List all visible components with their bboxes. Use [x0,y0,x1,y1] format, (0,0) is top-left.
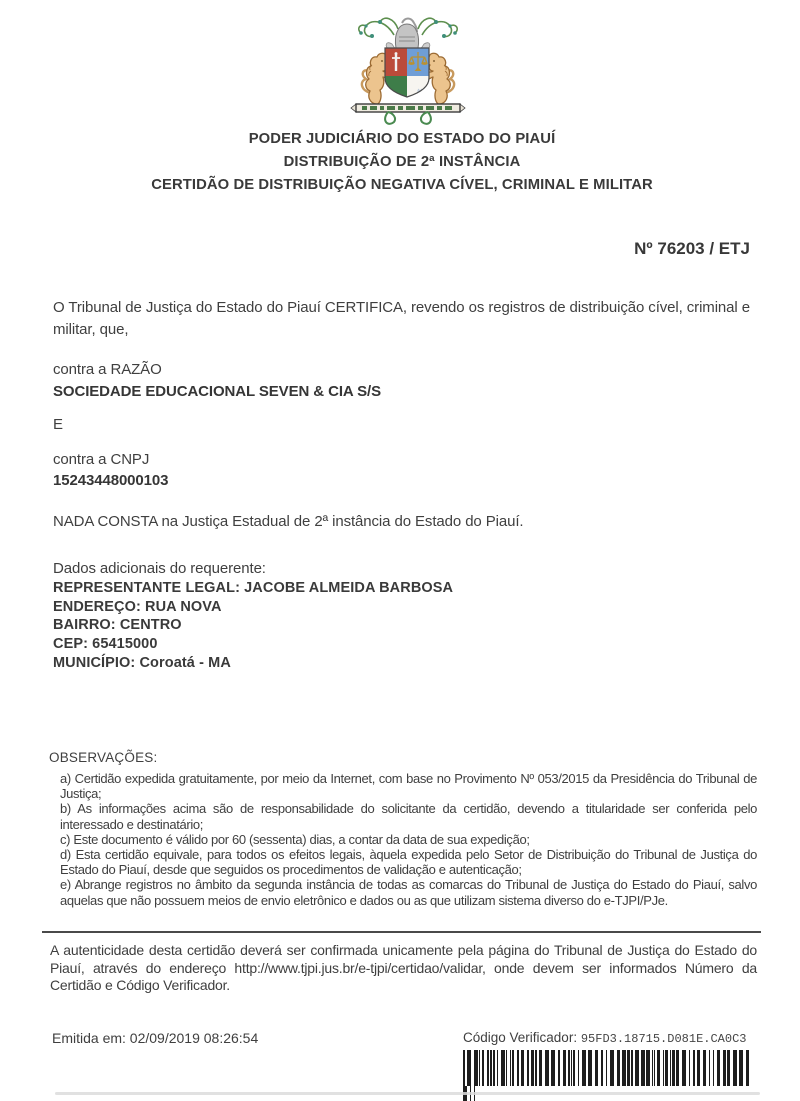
requester-address: ENDEREÇO: RUA NOVA [53,598,222,615]
shield [385,48,429,108]
observation-item-b: b) As informações acima são de responsabilidade do solicitante da certidão, devendo a titularidade ser conferida pelo interessado e destinatário; [60,801,757,832]
requester-details [53,579,453,673]
verifier-label: Código Verificador: [463,1030,578,1045]
motto-banner [351,104,465,124]
authenticity-note: A autenticidade desta certidão deverá ser confirmada unicamente pela página do Tribunal de Justiça do Estado do Piauí, através do endereço http://www.tjpi.jus.br/e-tjpi/certidao/validar, onde devem ser informados Número da Certidão e Código Verificador. [50,942,757,994]
issued-timestamp: Emitida em: 02/09/2019 08:26:54 [52,1030,259,1046]
requester-city: MUNICÍPIO: Coroatá - MA [53,654,231,671]
observation-item-d: d) Esta certidão equivale, para todos os efeitos legais, àquela expedida pelo Setor de Distribuição do Tribunal de Justiça do Estado do Piauí, desde que seguidos os procedimentos de validação e autenticação; [60,847,757,878]
conjunction: E [53,416,63,433]
requester-district: BAIRRO: CENTRO [53,617,182,634]
requester-representative: REPRESENTANTE LEGAL: JACOBE ALMEIDA BARBOSA [53,580,454,596]
observation-item-e: e) Abrange registros no âmbito da segunda instância de todas as comarcas do Tribunal de Justiça do Estado do Piauí, salvo aquelas que não possuem meios de envio eletrônico e dados ou as que utilizam sistema diverso do e-TJPI/PJe. [60,877,757,908]
title-line-certificate: CERTIDÃO DE DISTRIBUIÇÃO NEGATIVA CÍVEL, CRIMINAL E MILITAR [151,177,653,193]
title-line-judiciary: PODER JUDICIÁRIO DO ESTADO DO PIAUÍ [248,131,556,147]
requester-zip: CEP: 65415000 [53,636,158,653]
verifier-line [463,1030,746,1046]
divider-line [42,931,761,933]
observations-title: OBSERVAÇÕES: [49,750,158,765]
cnpj-number: 15243448000103 [53,472,169,489]
certificate-number: Nº 76203 / ETJ [634,239,750,258]
result-statement: NADA CONSTA na Justiça Estadual de 2ª instância do Estado do Piauí. [53,513,524,530]
company-name: SOCIEDADE EDUCACIONAL SEVEN & CIA S/S [53,383,382,400]
scan-artifact [55,1092,760,1095]
certificate-intro: O Tribunal de Justiça do Estado do Piauí CERTIFICA, revendo os registros de distribuição cível, criminal e militar, que, [53,299,750,338]
coat-of-arms-icon [336,13,480,127]
observation-item-c: c) Este documento é válido por 60 (sessenta) dias, a contar da data de sua expedição; [60,831,530,847]
title-line-distribution: DISTRIBUIÇÃO DE 2ª INSTÂNCIA [283,154,521,170]
requester-section-title: Dados adicionais do requerente: [53,560,266,577]
verifier-code: 95FD3.18715.D081E.CA0C3 [580,1032,747,1046]
observation-item-a: a) Certidão expedida gratuitamente, por meio da Internet, com base no Provimento Nº 053/2015 da Presidência do Tribunal de Justiça; [60,771,757,802]
document-title [0,128,800,197]
against-cnpj-label: contra a CNPJ [53,451,150,468]
observations-list [60,771,757,908]
against-name-label: contra a RAZÃO [53,361,162,378]
barcode [463,1050,755,1086]
